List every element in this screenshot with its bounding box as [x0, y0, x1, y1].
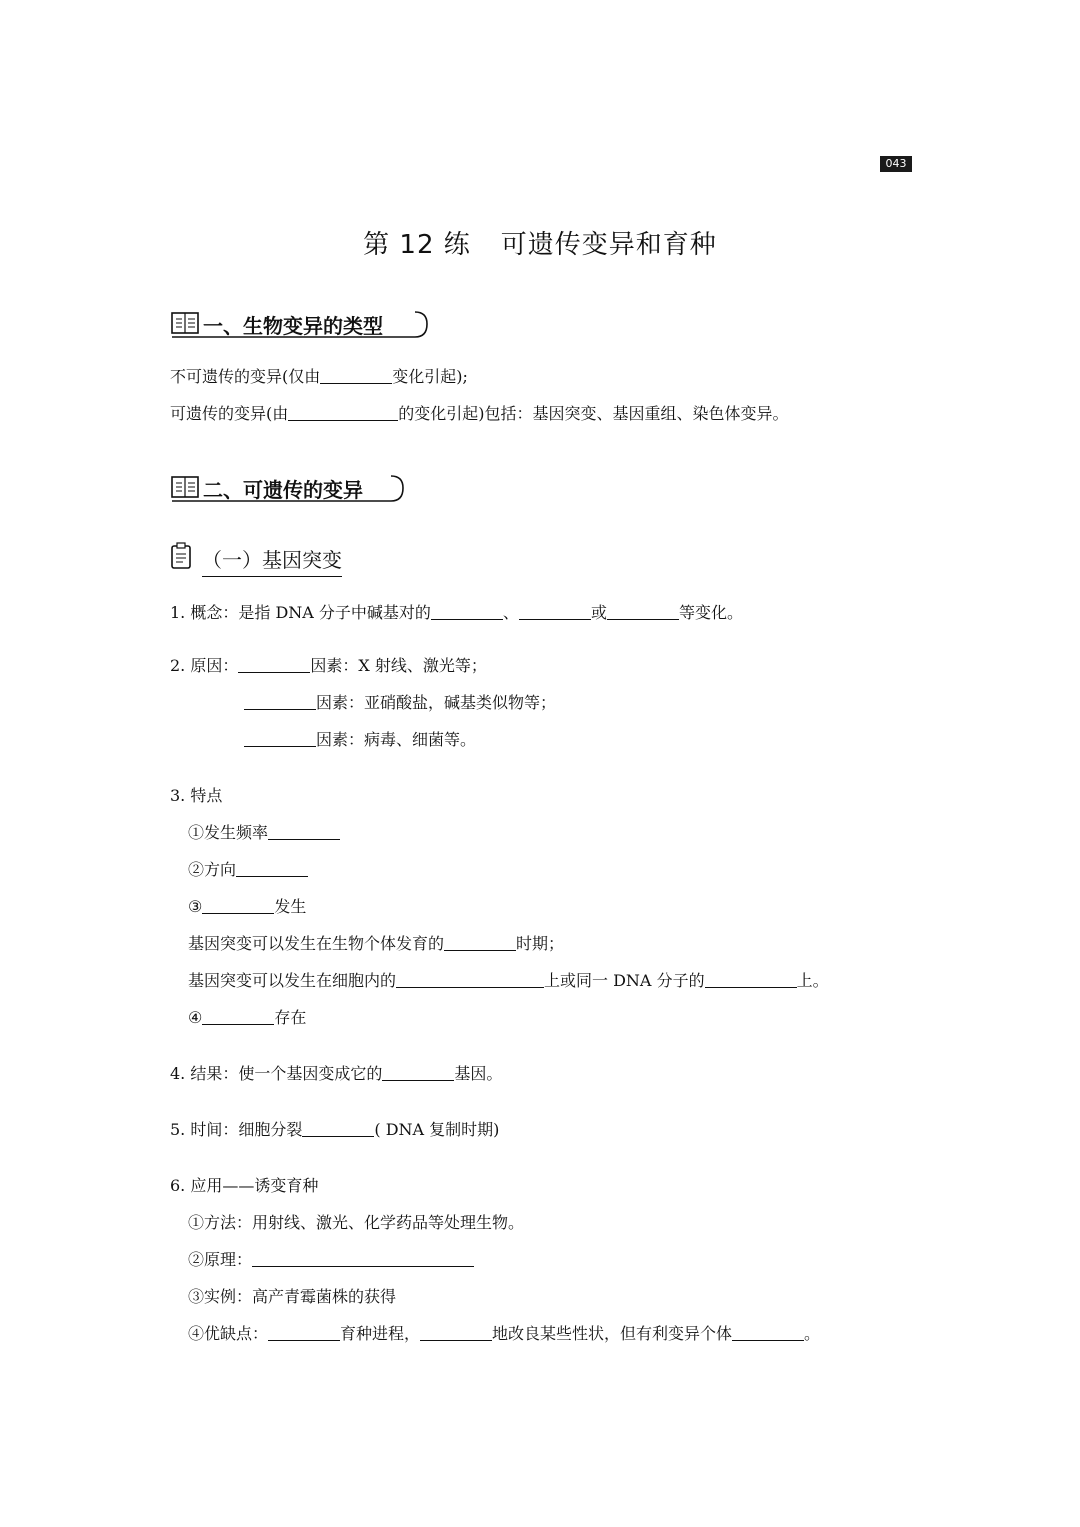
page-number: 043 [880, 156, 912, 172]
cause-line: 因素：病毒、细菌等。 [244, 730, 476, 750]
feature-line: 基因突变可以发生在生物个体发育的 时期； [188, 934, 565, 953]
result-line: 4. 结果：使一个基因变成它的 基因。 [170, 1064, 503, 1083]
fill-blank[interactable] [705, 971, 797, 988]
title-topic: 可遗传变异和育种 [500, 230, 717, 260]
fill-blank[interactable] [268, 823, 340, 840]
cause-line: 因素：亚硝酸盐，碱基类似物等； [244, 693, 556, 713]
cause-line: 2. 原因： 因素：X 射线、激光等； [170, 656, 487, 675]
fill-blank[interactable] [396, 971, 544, 988]
title-exercise-number: 第 12 练 [363, 230, 471, 260]
fill-blank[interactable] [420, 1324, 492, 1341]
fill-blank[interactable] [236, 860, 308, 877]
feature-line: ④ 存在 [188, 1008, 307, 1027]
section-title: 二、可遗传的变异 [203, 478, 363, 502]
application-line: ④优缺点： 育种进程， 地改良某些性状，但有利变异个体 。 [188, 1324, 821, 1343]
text-line: 可遗传的变异(由 的变化引起)包括：基因突变、基因重组、染色体变异。 [170, 404, 789, 423]
time-line: 5. 时间：细胞分裂 ( DNA 复制时期) [170, 1120, 500, 1139]
section-header-heritable-variation [170, 474, 406, 504]
application-line: ②原理： [188, 1250, 474, 1270]
concept-line: 1. 概念：是指 DNA 分子中碱基对的 、 或 等变化。 [170, 603, 743, 622]
notepad-icon [170, 542, 194, 572]
application-heading: 6. 应用——诱变育种 [170, 1176, 319, 1195]
feature-line: 基因突变可以发生在细胞内的 上或同一 DNA 分子的 上。 [188, 971, 829, 990]
fill-blank[interactable] [732, 1324, 804, 1341]
fill-blank[interactable] [431, 603, 503, 620]
fill-blank[interactable] [244, 730, 316, 747]
subsection-header-gene-mutation [170, 542, 342, 572]
fill-blank[interactable] [288, 404, 398, 421]
fill-blank[interactable] [382, 1064, 454, 1081]
fill-blank[interactable] [268, 1324, 340, 1341]
feature-heading: 3. 特点 [170, 786, 223, 805]
fill-blank[interactable] [320, 367, 392, 384]
fill-blank[interactable] [444, 934, 516, 951]
fill-blank[interactable] [244, 693, 316, 710]
fill-blank[interactable] [202, 1008, 274, 1025]
subsection-title: （一）基因突变 [202, 544, 342, 577]
feature-line: ②方向 [188, 860, 308, 880]
application-line: ①方法：用射线、激光、化学药品等处理生物。 [188, 1213, 525, 1232]
page-title [0, 224, 1080, 261]
section-title: 一、生物变异的类型 [203, 314, 383, 338]
fill-blank[interactable] [238, 656, 310, 673]
feature-line: ③ 发生 [188, 897, 307, 916]
section-header-variation-types [170, 310, 430, 340]
text-line: 不可遗传的变异(仅由 变化引起); [170, 367, 468, 386]
fill-blank[interactable] [202, 897, 274, 914]
fill-blank[interactable] [519, 603, 591, 620]
fill-blank[interactable] [607, 603, 679, 620]
application-line: ③实例：高产青霉菌株的获得 [188, 1287, 397, 1306]
fill-blank[interactable] [302, 1120, 374, 1137]
fill-blank[interactable] [252, 1250, 474, 1267]
feature-line: ①发生频率 [188, 823, 340, 843]
